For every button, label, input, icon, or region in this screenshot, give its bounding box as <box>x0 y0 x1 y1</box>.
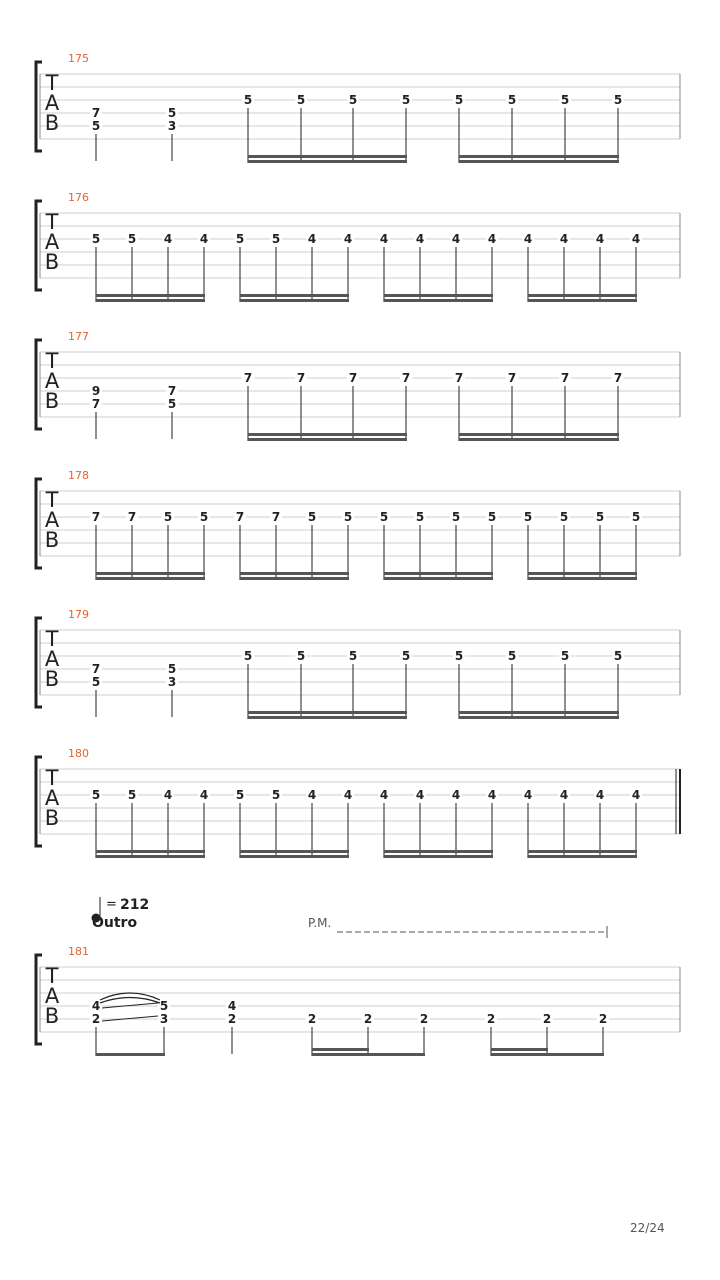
beam-secondary <box>96 572 205 575</box>
fret-number: 7 <box>167 384 177 398</box>
beam <box>384 577 493 580</box>
fret-number: 7 <box>613 371 623 385</box>
beam-secondary <box>312 1048 369 1051</box>
fret-number: 5 <box>523 510 533 524</box>
fret-number: 5 <box>296 93 306 107</box>
tab-clef-letter: B <box>44 528 60 552</box>
fret-number: 4 <box>487 788 497 802</box>
page-number: 22/24 <box>630 1221 665 1235</box>
beam-secondary <box>459 711 619 714</box>
tab-clef-letter: B <box>44 111 60 135</box>
section-marker: Outro <box>92 915 138 931</box>
fret-number: 5 <box>454 93 464 107</box>
tab-system-176 <box>36 191 680 302</box>
fret-number: 2 <box>542 1012 552 1026</box>
fret-number: 4 <box>487 232 497 246</box>
fret-number: 5 <box>199 510 209 524</box>
palm-mute-label: P.M. <box>308 916 332 930</box>
tab-clef-letter: T <box>45 964 59 988</box>
fret-number: 5 <box>91 232 101 246</box>
measure-number: 180 <box>68 747 89 760</box>
fret-number: 5 <box>454 649 464 663</box>
beam-secondary <box>384 572 493 575</box>
system-bracket <box>36 479 42 568</box>
fret-number: 4 <box>343 788 353 802</box>
fret-number: 5 <box>560 649 570 663</box>
beam <box>459 716 619 719</box>
fret-number: 2 <box>486 1012 496 1026</box>
fret-number: 5 <box>159 999 169 1013</box>
beam-secondary <box>96 850 205 853</box>
fret-number: 4 <box>91 999 101 1013</box>
beam-secondary <box>459 155 619 158</box>
fret-number: 9 <box>91 384 101 398</box>
beam-secondary <box>248 711 407 714</box>
tab-clef-letter: T <box>45 349 59 373</box>
fret-number: 4 <box>307 232 317 246</box>
measure-number: 178 <box>68 469 89 482</box>
beam <box>384 855 493 858</box>
fret-number: 4 <box>451 788 461 802</box>
fret-number: 4 <box>559 232 569 246</box>
fret-number: 5 <box>91 119 101 133</box>
fret-number: 5 <box>167 106 177 120</box>
beam-secondary <box>248 155 407 158</box>
fret-number: 5 <box>559 510 569 524</box>
tab-clef-letter: B <box>44 1004 60 1028</box>
fret-number: 5 <box>631 510 641 524</box>
tab-clef-letter: T <box>45 766 59 790</box>
tab-clef-letter: B <box>44 389 60 413</box>
fret-number: 5 <box>348 93 358 107</box>
beam <box>528 577 637 580</box>
beam-secondary <box>384 850 493 853</box>
tab-clef-letter: A <box>44 984 60 1008</box>
fret-number: 5 <box>595 510 605 524</box>
fret-number: 2 <box>598 1012 608 1026</box>
fret-number: 7 <box>91 662 101 676</box>
tab-clef-letter: T <box>45 210 59 234</box>
fret-number: 4 <box>523 232 533 246</box>
tab-clef-letter: A <box>44 786 60 810</box>
tab-system-177 <box>36 330 680 441</box>
fret-number: 2 <box>307 1012 317 1026</box>
fret-number: 4 <box>199 232 209 246</box>
beam-secondary <box>528 572 637 575</box>
beam <box>240 577 349 580</box>
fret-number: 7 <box>127 510 137 524</box>
fret-number: 4 <box>199 788 209 802</box>
fret-number: 5 <box>127 788 137 802</box>
beam <box>384 299 493 302</box>
beam <box>248 716 407 719</box>
fret-number: 7 <box>560 371 570 385</box>
beam <box>240 855 349 858</box>
fret-number: 4 <box>163 232 173 246</box>
fret-number: 4 <box>379 788 389 802</box>
fret-number: 2 <box>363 1012 373 1026</box>
tab-clef-letter: B <box>44 806 60 830</box>
tab-clef-letter: B <box>44 667 60 691</box>
fret-number: 5 <box>613 649 623 663</box>
fret-number: 5 <box>271 788 281 802</box>
system-bracket <box>36 340 42 429</box>
beam-secondary <box>491 1048 548 1051</box>
fret-number: 4 <box>227 999 237 1013</box>
beam <box>96 1053 165 1056</box>
fret-number: 5 <box>235 788 245 802</box>
fret-number: 5 <box>415 510 425 524</box>
fret-number: 5 <box>379 510 389 524</box>
beam <box>96 299 205 302</box>
tab-system-178 <box>36 469 680 580</box>
fret-number: 5 <box>91 788 101 802</box>
fret-number: 3 <box>167 675 177 689</box>
palm-mute <box>308 916 607 938</box>
tab-system-175 <box>36 52 680 163</box>
beam-secondary <box>528 850 637 853</box>
fret-number: 5 <box>401 93 411 107</box>
beam-secondary <box>240 850 349 853</box>
fret-number: 2 <box>419 1012 429 1026</box>
fret-number: 5 <box>507 93 517 107</box>
system-bracket <box>36 201 42 290</box>
fret-number: 5 <box>235 232 245 246</box>
beam <box>312 1053 425 1056</box>
fret-number: 4 <box>415 788 425 802</box>
fret-number: 5 <box>507 649 517 663</box>
fret-number: 5 <box>343 510 353 524</box>
fret-number: 7 <box>507 371 517 385</box>
fret-number: 5 <box>167 662 177 676</box>
beam <box>528 299 637 302</box>
measure-number: 175 <box>68 52 89 65</box>
beam-secondary <box>528 294 637 297</box>
fret-number: 5 <box>163 510 173 524</box>
beam <box>248 160 407 163</box>
beam <box>96 577 205 580</box>
fret-number: 5 <box>560 93 570 107</box>
fret-number: 5 <box>167 397 177 411</box>
beam <box>491 1053 604 1056</box>
fret-number: 4 <box>559 788 569 802</box>
measure-number: 176 <box>68 191 89 204</box>
tab-clef-letter: T <box>45 488 59 512</box>
fret-number: 4 <box>451 232 461 246</box>
fret-number: 7 <box>454 371 464 385</box>
fret-number: 7 <box>296 371 306 385</box>
tab-clef-letter: B <box>44 250 60 274</box>
tab-clef-letter: A <box>44 508 60 532</box>
fret-number: 7 <box>271 510 281 524</box>
beam <box>459 438 619 441</box>
fret-number: 2 <box>91 1012 101 1026</box>
tab-system-179 <box>36 608 680 719</box>
tab-clef-letter: A <box>44 230 60 254</box>
beam <box>96 855 205 858</box>
measure-number: 179 <box>68 608 89 621</box>
beam-secondary <box>248 433 407 436</box>
fret-number: 7 <box>401 371 411 385</box>
fret-number: 4 <box>343 232 353 246</box>
fret-number: 5 <box>127 232 137 246</box>
fret-number: 5 <box>401 649 411 663</box>
fret-number: 5 <box>91 675 101 689</box>
fret-number: 7 <box>235 510 245 524</box>
system-bracket <box>36 955 42 1044</box>
fret-number: 4 <box>595 788 605 802</box>
fret-number: 5 <box>243 93 253 107</box>
beam <box>459 160 619 163</box>
fret-number: 5 <box>296 649 306 663</box>
system-bracket <box>36 618 42 707</box>
fret-number: 7 <box>91 106 101 120</box>
tab-system-181 <box>36 945 680 1056</box>
beam-secondary <box>96 294 205 297</box>
tab-clef-letter: A <box>44 647 60 671</box>
beam-secondary <box>384 294 493 297</box>
fret-number: 5 <box>307 510 317 524</box>
fret-number: 7 <box>243 371 253 385</box>
system-bracket <box>36 757 42 846</box>
fret-number: 4 <box>379 232 389 246</box>
tab-clef-letter: A <box>44 91 60 115</box>
fret-number: 7 <box>91 510 101 524</box>
fret-number: 7 <box>348 371 358 385</box>
tab-clef-letter: T <box>45 71 59 95</box>
fret-number: 5 <box>271 232 281 246</box>
beam-secondary <box>240 294 349 297</box>
fret-number: 4 <box>631 788 641 802</box>
fret-number: 5 <box>348 649 358 663</box>
fret-number: 4 <box>163 788 173 802</box>
fret-number: 4 <box>595 232 605 246</box>
fret-number: 5 <box>451 510 461 524</box>
fret-number: 2 <box>227 1012 237 1026</box>
beam <box>248 438 407 441</box>
slur <box>100 993 160 1000</box>
beam <box>240 299 349 302</box>
fret-number: 4 <box>307 788 317 802</box>
fret-number: 5 <box>613 93 623 107</box>
fret-number: 7 <box>91 397 101 411</box>
slur <box>100 998 160 1004</box>
beam-secondary <box>459 433 619 436</box>
measure-number: 181 <box>68 945 89 958</box>
fret-number: 4 <box>415 232 425 246</box>
tempo-equals: = <box>106 897 117 912</box>
fret-number: 5 <box>487 510 497 524</box>
measure-number: 177 <box>68 330 89 343</box>
beam <box>528 855 637 858</box>
system-bracket <box>36 62 42 151</box>
beam-secondary <box>240 572 349 575</box>
tab-system-180 <box>36 747 680 858</box>
tab-clef-letter: A <box>44 369 60 393</box>
tab-clef-letter: T <box>45 627 59 651</box>
fret-number: 4 <box>631 232 641 246</box>
tempo-bpm: 212 <box>120 897 150 913</box>
fret-number: 4 <box>523 788 533 802</box>
fret-number: 3 <box>159 1012 169 1026</box>
fret-number: 5 <box>243 649 253 663</box>
fret-number: 3 <box>167 119 177 133</box>
